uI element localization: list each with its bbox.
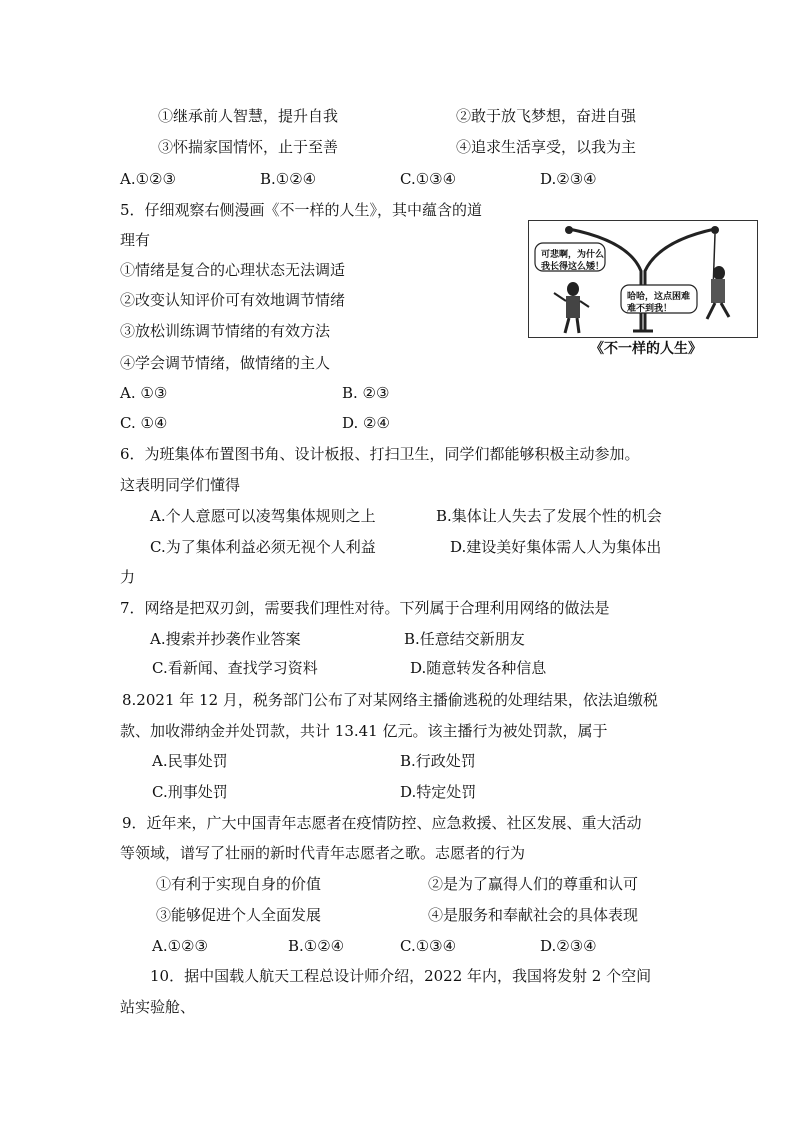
- q9-option-b: B.①②④: [288, 937, 345, 955]
- q5-statement-2: ②改变认知评价可有效地调节情绪: [120, 291, 346, 309]
- q4-statement-1: ①继承前人智慧，提升自我: [158, 107, 339, 125]
- q9-option-a: A.①②③: [152, 937, 208, 955]
- q6-option-d: D.建设美好集体需人人为集体出: [450, 538, 662, 556]
- q7-option-d: D.随意转发各种信息: [410, 659, 547, 677]
- q4-option-a: A.①②③: [120, 170, 176, 188]
- q8-option-c: C.刑事处罚: [152, 783, 228, 801]
- q5-stem-line1: 5．仔细观察右侧漫画《不一样的人生》，其中蕴含的道: [120, 201, 483, 219]
- q5-option-c: C. ①④: [120, 414, 168, 432]
- q9-option-d: D.②③④: [540, 937, 597, 955]
- q10-stem-line2: 站实验舱、: [120, 998, 196, 1016]
- cartoon-image: [528, 220, 758, 338]
- q4-statement-3: ③怀揣家国情怀，止于至善: [158, 138, 339, 156]
- q9-stem-line2: 等领域，谱写了壮丽的新时代青年志愿者之歌。志愿者的行为: [120, 844, 526, 862]
- q6-stem-line2: 这表明同学们懂得: [120, 476, 241, 494]
- q5-statement-4: ④学会调节情绪，做情绪的主人: [120, 354, 331, 372]
- q7-option-b: B.任意结交新朋友: [404, 630, 525, 648]
- q5-option-d: D. ②④: [342, 414, 390, 432]
- bubble-right-line1: 哈哈，这点困难: [627, 292, 691, 302]
- q4-option-c: C.①③④: [400, 170, 457, 188]
- q9-option-c: C.①③④: [400, 937, 457, 955]
- bubble-left-line2: 我长得这么矮！: [541, 262, 605, 272]
- q5-option-b: B. ②③: [342, 384, 390, 402]
- q6-stem-line1: 6．为班集体布置图书角、设计板报、打扫卫生，同学们都能够积极主动参加。: [120, 445, 640, 463]
- q7-option-c: C.看新闻、查找学习资料: [152, 659, 318, 677]
- q5-statement-1: ①情绪是复合的心理状态无法调适: [120, 261, 346, 279]
- q8-stem-line1: 8.2021 年 12 月，税务部门公布了对某网络主播偷逃税的处理结果，依法追缴税: [122, 691, 658, 709]
- q7-stem: 7．网络是把双刃剑，需要我们理性对待。下列属于合理利用网络的做法是: [120, 599, 610, 617]
- q5-statement-3: ③放松训练调节情绪的有效方法: [120, 322, 331, 340]
- q4-option-d: D.②③④: [540, 170, 597, 188]
- bubble-left-line1: 可悲啊，为什么: [541, 250, 605, 260]
- bubble-right-line2: 难不到我！: [627, 304, 673, 314]
- q8-option-b: B.行政处罚: [400, 752, 476, 770]
- q9-statement-3: ③能够促进个人全面发展: [156, 906, 322, 924]
- cartoon-caption: 《不一样的人生》: [590, 341, 702, 357]
- q5-stem-line2: 理有: [120, 231, 151, 249]
- q10-stem-line1: 10．据中国载人航天工程总设计师介绍，2022 年内，我国将发射 2 个空间: [150, 967, 652, 985]
- q5-option-a: A. ①③: [120, 384, 168, 402]
- q8-option-d: D.特定处罚: [400, 783, 477, 801]
- q6-option-a: A.个人意愿可以凌驾集体规则之上: [150, 507, 376, 525]
- q4-statement-4: ④追求生活享受，以我为主: [456, 138, 637, 156]
- cartoon-drawing: [529, 221, 757, 337]
- q4-statement-2: ②敢于放飞梦想，奋进自强: [456, 107, 637, 125]
- q9-statement-2: ②是为了赢得人们的尊重和认可: [428, 875, 639, 893]
- q9-stem-line1: 9．近年来，广大中国青年志愿者在疫情防控、应急救援、社区发展、重大活动: [122, 814, 642, 832]
- q9-statement-4: ④是服务和奉献社会的具体表现: [428, 906, 639, 924]
- q8-stem-line2: 款、加收滞纳金并处罚款，共计 13.41 亿元。该主播行为被处罚款，属于: [120, 722, 608, 740]
- q6-option-c: C.为了集体利益必须无视个人利益: [150, 538, 376, 556]
- q6-option-d-continued: 力: [120, 568, 136, 586]
- q8-option-a: A.民事处罚: [152, 752, 228, 770]
- q9-statement-1: ①有利于实现自身的价值: [156, 875, 322, 893]
- q7-option-a: A.搜索并抄袭作业答案: [150, 630, 301, 648]
- q6-option-b: B.集体让人失去了发展个性的机会: [436, 507, 662, 525]
- q4-option-b: B.①②④: [260, 170, 317, 188]
